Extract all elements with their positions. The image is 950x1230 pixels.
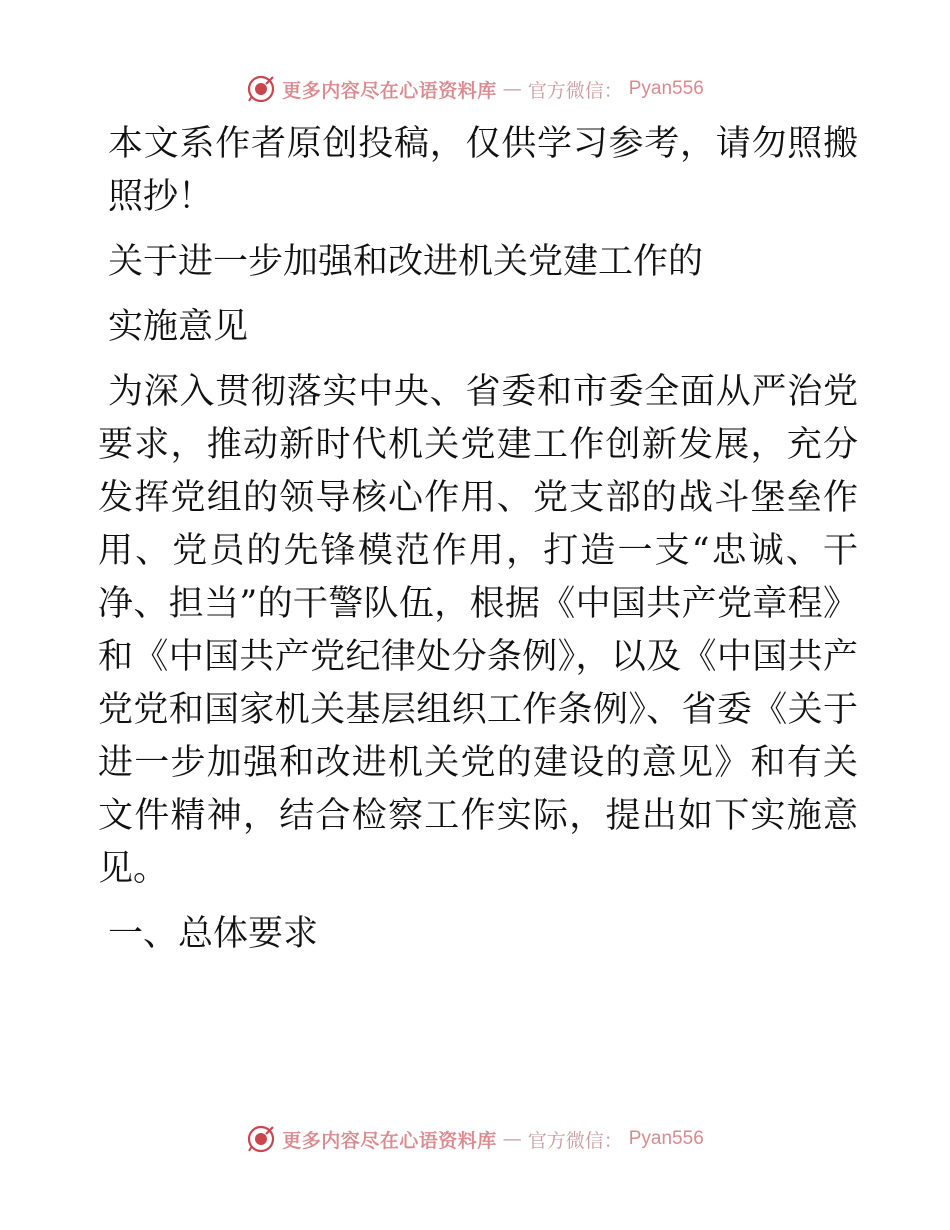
quill-logo-icon	[246, 1124, 276, 1154]
watermark-official-label: 官方微信：	[527, 1129, 623, 1152]
quill-logo-icon	[246, 74, 276, 104]
watermark-text: 更多内容尽在心语资料库	[282, 79, 497, 102]
watermark-official-label: 官方微信：	[527, 79, 623, 102]
watermark-wechat-id: Pyan556	[628, 1128, 704, 1149]
watermark-wechat-id: Pyan556	[628, 78, 704, 99]
watermark-text: 更多内容尽在心语资料库	[282, 1129, 497, 1152]
document-content	[98, 118, 858, 961]
notice-paragraph: 本文系作者原创投稿，仅供学习参考，请勿照搬照抄！	[108, 124, 858, 217]
title-line-2: 实施意见	[108, 307, 249, 347]
watermark-dash: —	[502, 1128, 522, 1150]
section-heading: 一、总体要求	[108, 914, 319, 954]
body-paragraph	[98, 366, 858, 896]
body-text: 为深入贯彻落实中央、省委和市委全面从严治党要求，推动新时代机关党建工作创新发展，充分发挥党组的领导核心作用、党支部的战斗堡垒作用、党员的先锋模范作用，打造一支“忠诚、干净、担当”的干警队伍，根据《中国共产党章程》和《中国共产党纪律处分条例》，以及《中国共产党党和国家机关基层组织工作条例》、省委《关于进一步加强和改进机关党的建设的意见》和有关文件精神，结合检察工作实际，提出如下实施意见。	[98, 372, 858, 889]
footer-watermark	[0, 1124, 950, 1154]
title-line-1: 关于进一步加强和改进机关党建工作的	[108, 242, 704, 282]
watermark-dash: —	[502, 78, 522, 100]
header-watermark	[0, 74, 950, 104]
